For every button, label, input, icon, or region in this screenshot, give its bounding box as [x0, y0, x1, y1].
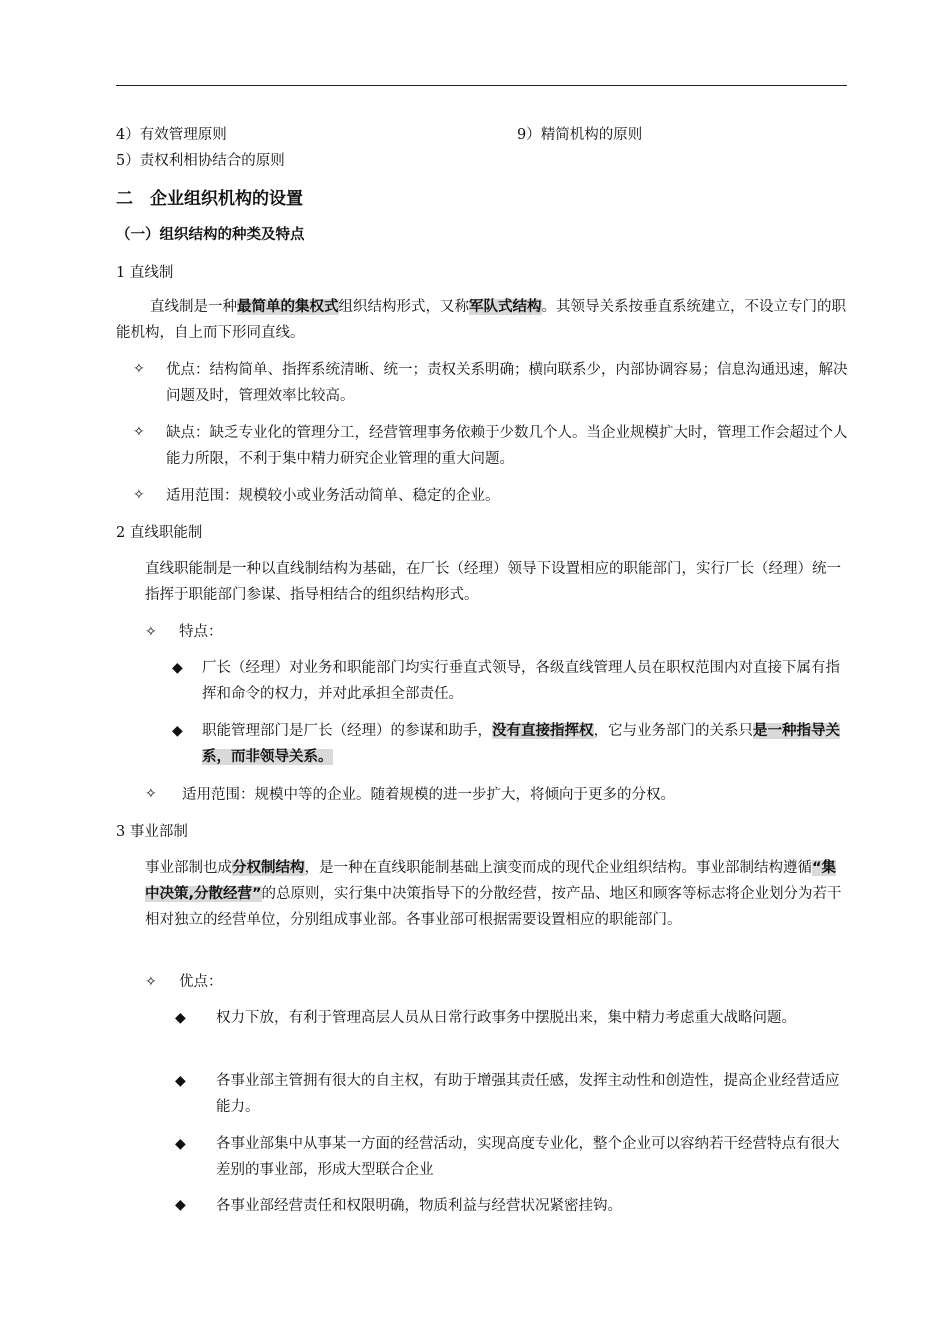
- solid-bullet-icon: ◆: [175, 1197, 186, 1213]
- s3-bullet-2: 各事业部主管拥有很大的自主权，有助于增强其责任感，发挥主动性和创造性，提高企业经营适应能力。: [216, 1073, 840, 1115]
- s2-title: 2 直线职能制: [116, 525, 203, 541]
- s2-highlight-2: 是一种指导关系，而非领导关系。: [202, 723, 840, 765]
- solid-bullet-icon: ◆: [172, 660, 183, 676]
- s3-text: ，是一种在直线职能制基础上演变而成的现代企业组织结构。事业部制结构遵循: [304, 860, 812, 876]
- outline-bullet-icon: ✧: [133, 424, 145, 440]
- header-rule: [116, 85, 847, 86]
- s3-bullet-1: 权力下放，有利于管理高层人员从日常行政事务中摆脱出来，集中精力考虑重大战略问题。: [216, 1010, 796, 1026]
- s1-advantages: [166, 357, 848, 409]
- s3-bullet-4: 各事业部经营责任和权限明确，物质利益与经营状况紧密挂钩。: [216, 1198, 622, 1214]
- s1-text: 。其领导关系按垂直系统建立，不设立专门的职能机构，自上而下形同直线。: [116, 299, 846, 341]
- solid-bullet-icon: ◆: [172, 723, 183, 739]
- outline-bullet-icon: ✧: [133, 361, 145, 377]
- s2-paragraph: 直线职能制是一种以直线制结构为基础，在厂长（经理）领导下设置相应的职能部门，实行厂长（经理）统一指挥于职能部门参谋、指导相结合的组织结构形式。: [145, 561, 841, 603]
- s1-dis-text: 缺点：缺乏专业化的管理分工，经营管理事务依赖于少数几个人。当企业规模扩大时，管理工作会超过个人能力所限，不利于集中精力研究企业管理的重大问题。: [166, 425, 848, 467]
- s1-title: 1 直线制: [116, 265, 174, 281]
- solid-bullet-icon: ◆: [175, 1136, 186, 1152]
- s3-bullet-3: 各事业部集中从事某一方面的经营活动，实现高度专业化，整个企业可以容纳若干经营特点有很大差别的事业部，形成大型联合企业: [216, 1136, 840, 1178]
- outline-bullet-icon: ✧: [145, 974, 157, 990]
- s2-bullet-2: [202, 718, 848, 770]
- s1-paragraph: [116, 294, 848, 346]
- s2-scope: 适用范围：规模中等的企业。随着规模的进一步扩大，将倾向于更多的分权。: [182, 787, 675, 803]
- s1-scope: 适用范围：规模较小或业务活动简单、稳定的企业。: [166, 488, 500, 504]
- s2-text: 职能管理部门是厂长（经理）的参谋和助手，: [202, 723, 492, 739]
- s3-text: 事业部制也成: [145, 860, 232, 876]
- s1-highlight-1: 最简单的集权式: [237, 299, 339, 315]
- s1-text: 组织结构形式，又称: [338, 299, 469, 315]
- outline-bullet-icon: ✧: [133, 487, 145, 503]
- outline-bullet-icon: ✧: [145, 786, 157, 802]
- s1-highlight-2: 军队式结构: [469, 299, 542, 315]
- s1-text: 直线制是一种: [150, 299, 237, 315]
- section-heading: 二 企业组织机构的设置: [116, 189, 303, 209]
- s2-features-label: 特点：: [179, 624, 223, 640]
- subsection-heading: （一）组织结构的种类及特点: [116, 227, 305, 243]
- s3-title: 3 事业部制: [116, 824, 188, 840]
- s3-highlight-1: 分权制结构: [232, 860, 305, 876]
- outline-bullet-icon: ✧: [145, 624, 157, 640]
- list-item-4: 4）有效管理原则: [116, 127, 227, 143]
- s1-adv-text: 优点：结构简单、指挥系统清晰、统一；责权关系明确；横向联系少，内部协调容易；信息沟通迅速，解决问题及时，管理效率比较高。: [166, 362, 848, 404]
- s3-paragraph: [145, 855, 848, 933]
- s3-highlight-2: “集中决策,分散经营”: [145, 860, 837, 902]
- s3-text: 的总原则，实行集中决策指导下的分散经营，按产品、地区和顾客等标志将企业划分为若干相对独立的经营单位，分别组成事业部。各事业部可根据需要设置相应的职能部门。: [145, 886, 842, 928]
- solid-bullet-icon: ◆: [175, 1073, 186, 1089]
- list-item-5: 5）责权利相协结合的原则: [116, 153, 285, 169]
- s1-disadvantages: [166, 420, 848, 472]
- solid-bullet-icon: ◆: [175, 1010, 186, 1026]
- list-item-9: 9）精简机构的原则: [517, 127, 643, 143]
- s2-highlight-1: 没有直接指挥权: [492, 723, 594, 739]
- s2-bullet-1: 厂长（经理）对业务和职能部门均实行垂直式领导，各级直线管理人员在职权范围内对直接下属有指挥和命令的权力，并对此承担全部责任。: [202, 660, 840, 702]
- s3-advantages-label: 优点：: [179, 974, 223, 990]
- s2-text: ，它与业务部门的关系只: [593, 723, 753, 739]
